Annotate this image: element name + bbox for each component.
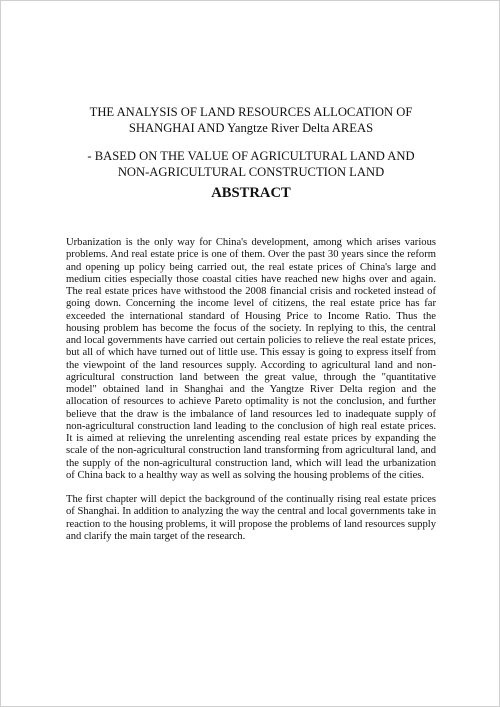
subtitle-block — [41, 149, 461, 180]
abstract-paragraph: The first chapter will depict the background of the continually rising real estate prices of Shanghai. In addition to analyzing the way the central and local governments take in reaction to the housing problems, it will propose the problems of land resources supply and clarify the main target of the research. — [66, 494, 436, 542]
subtitle-line: NON-AGRICULTURAL CONSTRUCTION LAND — [117, 164, 385, 179]
title-line: SHANGHAI AND Yangtze River Delta AREAS — [128, 120, 374, 135]
title-line: THE ANALYSIS OF LAND RESOURCES ALLOCATION OF — [89, 105, 413, 119]
abstract-heading: ABSTRACT — [211, 185, 291, 201]
abstract-paragraph: Urbanization is the only way for China's development, among which arises various problems. And real estate price is one of them. Over the past 30 years since the reform and opening up policy being carried out, the real estate prices of China's large and medium cities especially those coastal cities have reached new highs over and again. The real estate prices have withstood the 2008 financial crisis and rocketed instead of going down. Concerning the income level of citizens, the real estate price has far exceeded the international standard of Housing Price to Income Ratio. Thus the housing problem has become the focus of the society. In replying to this, the central and local governments have carried out certain policies to relieve the real estate prices, but all of which have turned out of little use. This essay is going to express itself from the viewpoint of the land resources supply. According to agricultural land and non-agricultural construction land between the great value, through the "quantitative model" obtained land in Shanghai and the Yangtze River Delta region and the allocation of resources to achieve Pareto optimality is not the conclusion, and further believe that the draw is the imbalance of land resources led to inadequate supply of non-agricultural construction land leading to the conclusion of high real estate prices. It is aimed at relieving the unrelenting ascending real estate prices by expanding the scale of the non-agricultural construction land transforming from agricultural land, and the supply of the non-agricultural construction land, which will lead the urbanization of China back to a healthy way as well as solving the housing problems of the cities. — [66, 237, 436, 481]
subtitle-line: - BASED ON THE VALUE OF AGRICULTURAL LAND AND — [87, 149, 415, 163]
abstract-body — [66, 237, 436, 543]
title-block — [41, 105, 461, 180]
